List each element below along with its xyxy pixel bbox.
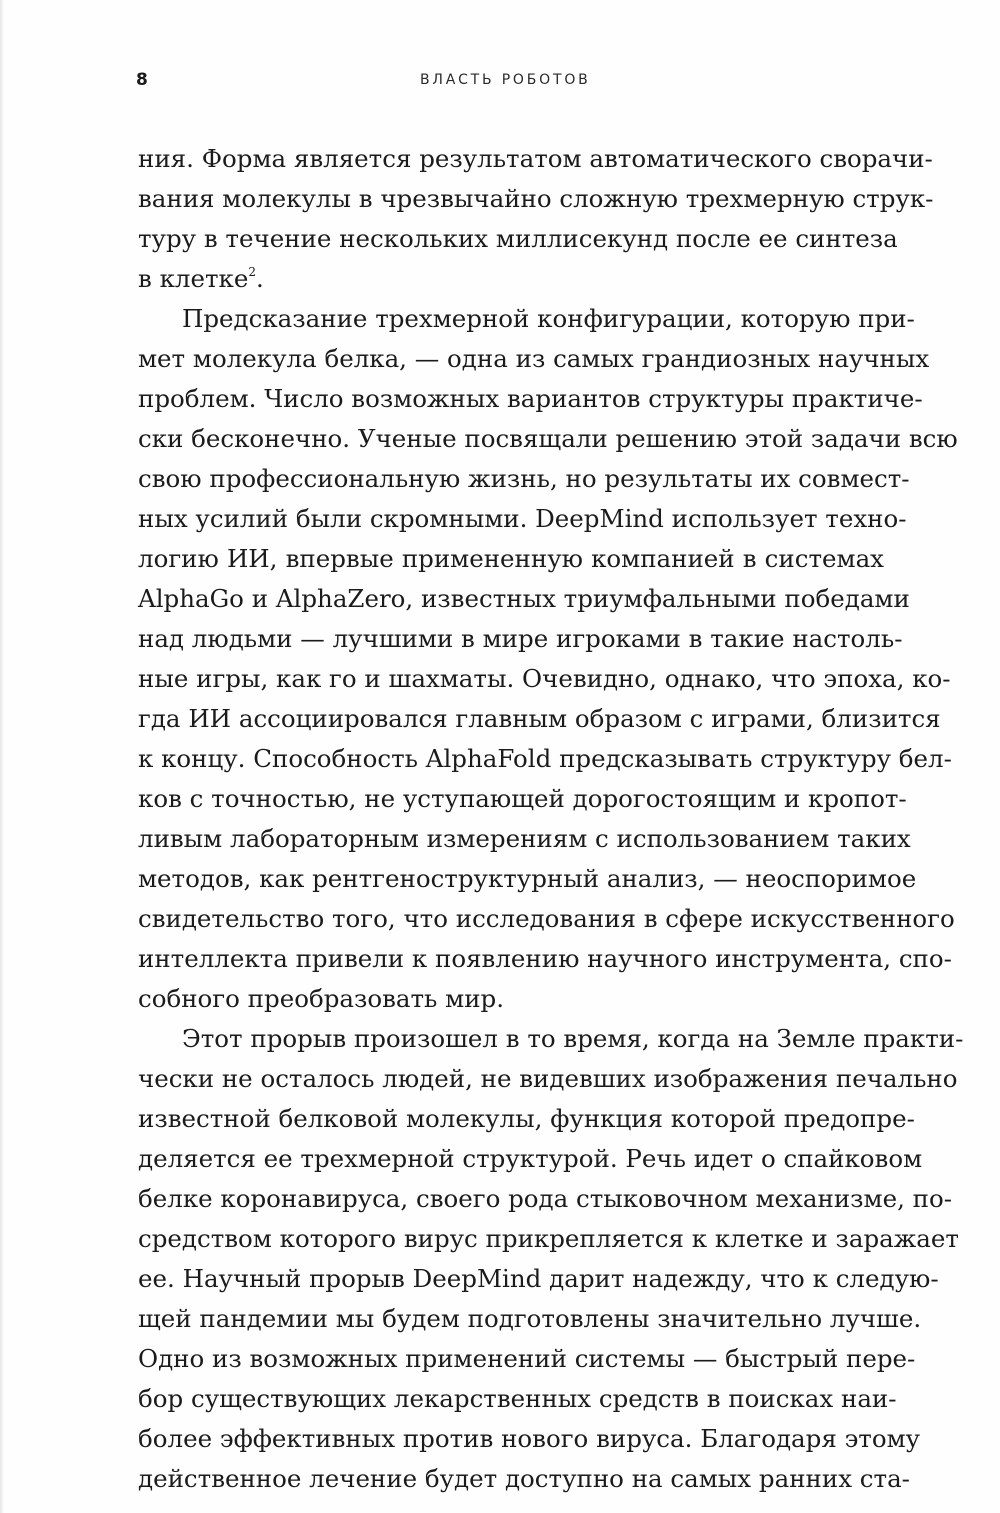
text-line: к концу. Способность AlphaFold предсказывать структуру бел-	[138, 744, 952, 773]
text-line: методов, как рентгеноструктурный анализ, — неоспоримое	[138, 864, 917, 893]
text-line: ных усилий были скромными. DeepMind использует техно-	[138, 504, 907, 533]
text-line: интеллекта привели к появлению научного инструмента, спо-	[138, 944, 952, 973]
text-line: Этот прорыв произошел в то время, когда на Земле практи-	[182, 1024, 964, 1053]
text-line: AlphaGo и AlphaZero, известных триумфальными победами	[138, 584, 910, 613]
text-line: ния. Форма является результатом автоматического сворачи-	[138, 144, 933, 173]
paragraph-1	[138, 139, 934, 299]
text-line: свою профессиональную жизнь, но результаты их совмест-	[138, 464, 910, 493]
paragraph-2	[138, 299, 958, 1019]
sentence-end: .	[255, 264, 264, 293]
body-text	[138, 139, 964, 1499]
text-line: проблем. Число возможных вариантов структуры практиче-	[138, 384, 923, 413]
running-title: ВЛАСТЬ РОБОТОВ	[420, 72, 591, 88]
text-line: ливым лабораторным измерениям с использованием таких	[138, 824, 911, 853]
text-line: Одно из возможных применений системы — быстрый пере-	[138, 1344, 916, 1373]
text-line: известной белковой молекулы, функция которой предопре-	[138, 1104, 915, 1133]
text-line: собного преобразовать мир.	[138, 984, 505, 1013]
text-line: более эффективных против нового вируса. Благодаря этому	[138, 1424, 921, 1453]
paragraph-3	[138, 1019, 964, 1499]
text-line: Предсказание трехмерной конфигурации, которую при-	[182, 304, 915, 333]
text-line: щей пандемии мы будем подготовлены значительно лучше.	[138, 1304, 922, 1333]
text-line: туру в течение нескольких миллисекунд после ее синтеза	[138, 224, 898, 253]
text-line: ков с точностью, не уступающей дорогостоящим и кропот-	[138, 784, 907, 813]
text-line: белке коронавируса, своего рода стыковочном механизме, по-	[138, 1184, 953, 1213]
running-head	[136, 70, 884, 94]
text-line: ски бесконечно. Ученые посвящали решению этой задачи всю	[138, 424, 958, 453]
text-line: действенное лечение будет доступно на самых ранних ста-	[138, 1464, 910, 1493]
text-line: ее. Научный прорыв DeepMind дарит надежду, что к следую-	[138, 1264, 939, 1293]
text-line-content: в клетке	[138, 264, 249, 293]
text-line: над людьми — лучшими в мире игроками в такие настоль-	[138, 624, 903, 653]
text-line: вания молекулы в чрезвычайно сложную трехмерную струк-	[138, 184, 934, 213]
text-line	[138, 259, 884, 299]
text-line: средством которого вирус прикрепляется к клетке и заражает	[138, 1224, 959, 1253]
text-line: деляется ее трехмерной структурой. Речь идет о спайковом	[138, 1144, 923, 1173]
text-line: гда ИИ ассоциировался главным образом с играми, близится	[138, 704, 941, 733]
text-line: чески не осталось людей, не видевших изображения печально	[138, 1064, 958, 1093]
page-edge-shadow	[0, 0, 4, 1513]
page-number: 8	[136, 70, 149, 90]
text-line: бор существующих лекарственных средств в поисках наи-	[138, 1384, 897, 1413]
text-line: свидетельство того, что исследования в сфере искусственного	[138, 904, 955, 933]
text-line: мет молекула белка, — одна из самых грандиозных научных	[138, 344, 930, 373]
text-line: логию ИИ, впервые примененную компанией в системах	[138, 544, 884, 573]
text-line: ные игры, как го и шахматы. Очевидно, однако, что эпоха, ко-	[138, 664, 951, 693]
footnote-ref[interactable]: 2	[248, 265, 256, 279]
